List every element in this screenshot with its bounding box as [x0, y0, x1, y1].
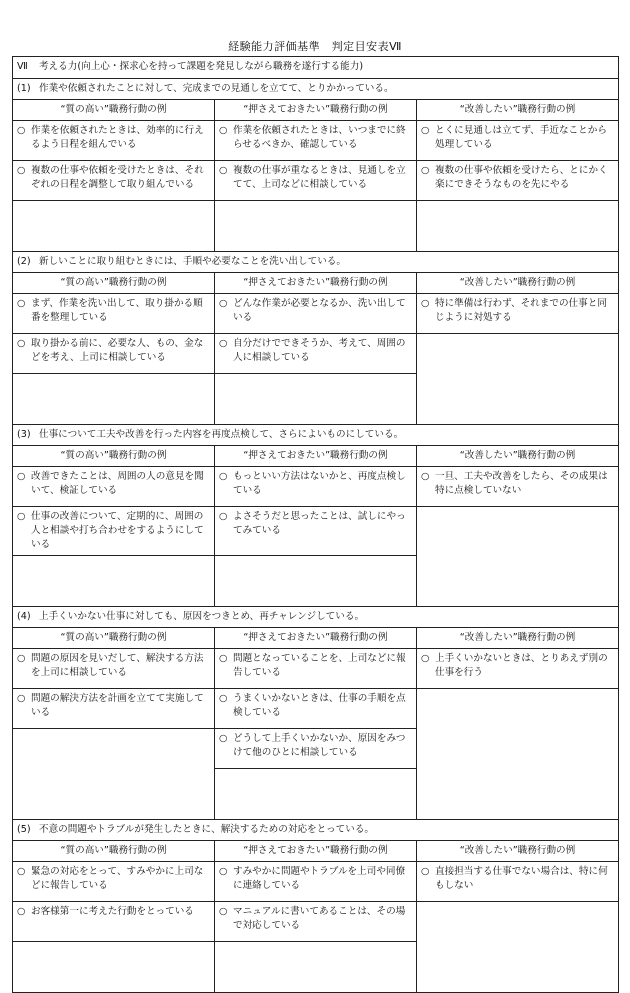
list-item	[421, 470, 614, 498]
empty-cell	[13, 556, 215, 607]
behavior-text: どんな作業が必要となるか、洗い出している	[233, 298, 406, 323]
empty-cell	[13, 942, 215, 993]
column-header-row	[13, 446, 619, 467]
section-number: (5)	[17, 824, 31, 835]
column-header: “改善したい”職務行動の例	[417, 100, 619, 121]
section-title-row	[13, 252, 619, 273]
list-item	[17, 124, 210, 152]
list-item	[17, 470, 210, 498]
circle-bullet-icon: ○	[219, 511, 228, 522]
table-row	[13, 161, 619, 201]
circle-bullet-icon: ○	[219, 471, 228, 482]
list-item	[219, 905, 412, 933]
circle-bullet-icon: ○	[17, 338, 26, 349]
behavior-cell	[417, 161, 619, 201]
table-row	[13, 121, 619, 161]
category-number: Ⅶ	[17, 61, 28, 72]
behavior-cell	[13, 161, 215, 201]
table-row	[13, 294, 619, 334]
behavior-text: 直接担当する仕事でない場合は、特に何もしない	[435, 866, 608, 891]
circle-bullet-icon: ○	[17, 165, 26, 176]
circle-bullet-icon: ○	[17, 693, 26, 704]
table-row	[13, 467, 619, 507]
column-header: “質の高い”職務行動の例	[13, 628, 215, 649]
column-header: “質の高い”職務行動の例	[13, 841, 215, 862]
category-label: 考える力(向上心・探求心を持って課題を発見しながら職務を遂行する能力)	[39, 61, 364, 72]
behavior-cell	[215, 161, 417, 201]
behavior-cell	[417, 467, 619, 507]
list-item	[421, 865, 614, 893]
column-header: “質の高い”職務行動の例	[13, 100, 215, 121]
circle-bullet-icon: ○	[421, 165, 430, 176]
column-header: “質の高い”職務行動の例	[13, 446, 215, 467]
behavior-cell	[13, 294, 215, 334]
table-row	[13, 689, 619, 729]
empty-cell	[13, 201, 215, 252]
behavior-cell	[215, 649, 417, 689]
section-title	[13, 820, 619, 841]
table-row	[13, 649, 619, 689]
behavior-text: 仕事の改善について、定期的に、周囲の人と相談や打ち合わせをするようにしている	[31, 511, 204, 550]
column-header: “押さえておきたい”職務行動の例	[215, 273, 417, 294]
behavior-cell	[215, 334, 417, 374]
behavior-cell	[13, 902, 215, 942]
behavior-cell	[215, 902, 417, 942]
behavior-cell	[13, 121, 215, 161]
behavior-text: お客様第一に考えた行動をとっている	[31, 906, 194, 917]
behavior-cell	[215, 729, 417, 769]
list-item	[219, 692, 412, 720]
section-number: (4)	[17, 611, 31, 622]
behavior-text: 複数の仕事や依頼を受けたら、とにかく楽にできそうなものを先にやる	[435, 165, 608, 190]
empty-cell	[215, 769, 417, 820]
circle-bullet-icon: ○	[421, 125, 430, 136]
category-header-row	[13, 57, 619, 79]
circle-bullet-icon: ○	[219, 906, 228, 917]
circle-bullet-icon: ○	[421, 866, 430, 877]
behavior-text: すみやかに問題やトラブルを上司や同僚に連絡している	[233, 866, 406, 891]
behavior-text: 取り掛かる前に、必要な人、もの、金などを考え、上司に相談している	[31, 338, 204, 363]
document-title: 経験能力評価基準 判定目安表Ⅶ	[228, 40, 402, 53]
behavior-cell	[215, 689, 417, 729]
column-header: “押さえておきたい”職務行動の例	[215, 841, 417, 862]
column-header: “改善したい”職務行動の例	[417, 446, 619, 467]
empty-cell	[13, 729, 215, 820]
behavior-text: 複数の仕事が重なるときは、見通しを立てて、上司などに相談している	[233, 165, 406, 190]
list-item	[421, 124, 614, 152]
column-header: “質の高い”職務行動の例	[13, 273, 215, 294]
column-header-row	[13, 100, 619, 121]
empty-cell	[417, 507, 619, 607]
section-title-row	[13, 79, 619, 100]
behavior-text: 問題となっていることを、上司などに報告している	[233, 653, 406, 678]
behavior-cell	[417, 294, 619, 334]
list-item	[17, 652, 210, 680]
section-title-text: 作業や依頼されたことに対して、完成までの見通しを立てて、とりかかっている。	[39, 83, 394, 94]
empty-cell	[417, 334, 619, 425]
circle-bullet-icon: ○	[219, 338, 228, 349]
circle-bullet-icon: ○	[219, 125, 228, 136]
list-item	[219, 124, 412, 152]
list-item	[219, 337, 412, 365]
column-header-row	[13, 273, 619, 294]
behavior-cell	[13, 334, 215, 374]
empty-cell	[13, 374, 215, 425]
section-title	[13, 425, 619, 446]
circle-bullet-icon: ○	[219, 866, 228, 877]
table-row	[13, 334, 619, 374]
section-title-row	[13, 607, 619, 628]
behavior-text: 問題の解決方法を計画を立てて実施している	[31, 693, 204, 718]
behavior-text: とくに見通しは立てず、手近なことから処理している	[435, 125, 607, 150]
circle-bullet-icon: ○	[17, 511, 26, 522]
column-header-row	[13, 628, 619, 649]
behavior-text: 特に準備は行わず、それまでの仕事と同じように対処する	[435, 298, 607, 323]
empty-cell	[417, 902, 619, 993]
behavior-cell	[215, 467, 417, 507]
behavior-cell	[215, 121, 417, 161]
behavior-cell	[417, 649, 619, 689]
table-row	[13, 902, 619, 942]
section-title-text: 不意の問題やトラブルが発生したときに、解決するための対応をとっている。	[39, 824, 375, 835]
behavior-cell	[417, 862, 619, 902]
list-item	[219, 732, 412, 760]
section-title-text: 新しいことに取り組むときには、手順や必要なことを洗い出している。	[39, 256, 346, 267]
circle-bullet-icon: ○	[219, 165, 228, 176]
column-header-row	[13, 841, 619, 862]
empty-cell	[417, 201, 619, 252]
column-header: “押さえておきたい”職務行動の例	[215, 100, 417, 121]
list-item	[17, 692, 210, 720]
list-item	[421, 652, 614, 680]
list-item	[421, 164, 614, 192]
behavior-cell	[215, 862, 417, 902]
list-item	[17, 297, 210, 325]
list-item	[219, 652, 412, 680]
column-header: “改善したい”職務行動の例	[417, 628, 619, 649]
behavior-text: 上手くいかないときは、とりあえず別の仕事を行う	[435, 653, 608, 678]
empty-cell	[215, 201, 417, 252]
behavior-cell	[215, 507, 417, 556]
list-item	[17, 905, 210, 919]
section-title-row	[13, 820, 619, 841]
section-title-text: 上手くいかない仕事に対しても、原因をつきとめ、再チャレンジしている。	[39, 611, 365, 622]
list-item	[17, 164, 210, 192]
behavior-cell	[417, 121, 619, 161]
list-item	[421, 297, 614, 325]
section-number: (1)	[17, 83, 31, 94]
section-title-row	[13, 425, 619, 446]
behavior-cell	[13, 507, 215, 556]
behavior-text: 緊急の対応をとって、すみやかに上司などに報告している	[31, 866, 204, 891]
behavior-cell	[215, 294, 417, 334]
behavior-text: 一旦、工夫や改善をしたら、その成果は特に点検していない	[435, 471, 608, 496]
behavior-text: 問題の原因を見いだして、解決する方法を上司に相談している	[31, 653, 204, 678]
behavior-text: 自分だけでできそうか、考えて、周囲の人に相談している	[233, 338, 406, 363]
evaluation-table	[12, 56, 619, 993]
circle-bullet-icon: ○	[17, 653, 26, 664]
category-header	[13, 57, 619, 79]
circle-bullet-icon: ○	[17, 471, 26, 482]
empty-cell	[215, 374, 417, 425]
list-item	[219, 510, 412, 538]
behavior-text: 作業を依頼されたときは、いつまでに終らせるべきか、確認している	[233, 125, 406, 150]
behavior-text: 複数の仕事や依頼を受けたときは、それぞれの日程を調整して取り組んでいる	[31, 165, 204, 190]
list-item	[17, 865, 210, 893]
behavior-text: もっといい方法はないかと、再度点検している	[233, 471, 406, 496]
list-item	[17, 510, 210, 552]
table-row	[13, 507, 619, 556]
circle-bullet-icon: ○	[219, 733, 228, 744]
empty-cell	[215, 556, 417, 607]
behavior-text: どうして上手くいかないか、原因をみつけて他のひとに相談している	[233, 733, 406, 758]
list-item	[219, 164, 412, 192]
behavior-cell	[13, 689, 215, 729]
behavior-cell	[13, 649, 215, 689]
circle-bullet-icon: ○	[17, 906, 26, 917]
circle-bullet-icon: ○	[421, 653, 430, 664]
column-header: “改善したい”職務行動の例	[417, 273, 619, 294]
circle-bullet-icon: ○	[17, 866, 26, 877]
section-title	[13, 252, 619, 273]
table-row	[13, 862, 619, 902]
section-title	[13, 79, 619, 100]
list-item	[219, 470, 412, 498]
section-number: (3)	[17, 429, 31, 440]
circle-bullet-icon: ○	[219, 298, 228, 309]
behavior-cell	[13, 862, 215, 902]
empty-cell	[417, 689, 619, 820]
behavior-cell	[13, 467, 215, 507]
list-item	[219, 297, 412, 325]
circle-bullet-icon: ○	[421, 471, 430, 482]
circle-bullet-icon: ○	[421, 298, 430, 309]
behavior-text: まず、作業を洗い出して、取り掛かる順番を整理している	[31, 298, 203, 323]
section-number: (2)	[17, 256, 31, 267]
column-header: “押さえておきたい”職務行動の例	[215, 628, 417, 649]
behavior-text: マニュアルに書いてあることは、その場で対応している	[233, 906, 406, 931]
list-item	[219, 865, 412, 893]
circle-bullet-icon: ○	[17, 125, 26, 136]
column-header: “改善したい”職務行動の例	[417, 841, 619, 862]
column-header: “押さえておきたい”職務行動の例	[215, 446, 417, 467]
behavior-text: よさそうだと思ったことは、試しにやってみている	[233, 511, 406, 536]
section-title	[13, 607, 619, 628]
table-row-empty	[13, 201, 619, 252]
behavior-text: うまくいかないときは、仕事の手順を点検している	[233, 693, 406, 718]
list-item	[17, 337, 210, 365]
behavior-text: 改善できたことは、周囲の人の意見を聞いて、検証している	[31, 471, 204, 496]
circle-bullet-icon: ○	[219, 653, 228, 664]
section-title-text: 仕事について工夫や改善を行った内容を再度点検して、さらによいものにしている。	[39, 429, 404, 440]
empty-cell	[215, 942, 417, 993]
circle-bullet-icon: ○	[219, 693, 228, 704]
behavior-text: 作業を依頼されたときは、効率的に行えるよう日程を組んでいる	[31, 125, 204, 150]
circle-bullet-icon: ○	[17, 298, 26, 309]
